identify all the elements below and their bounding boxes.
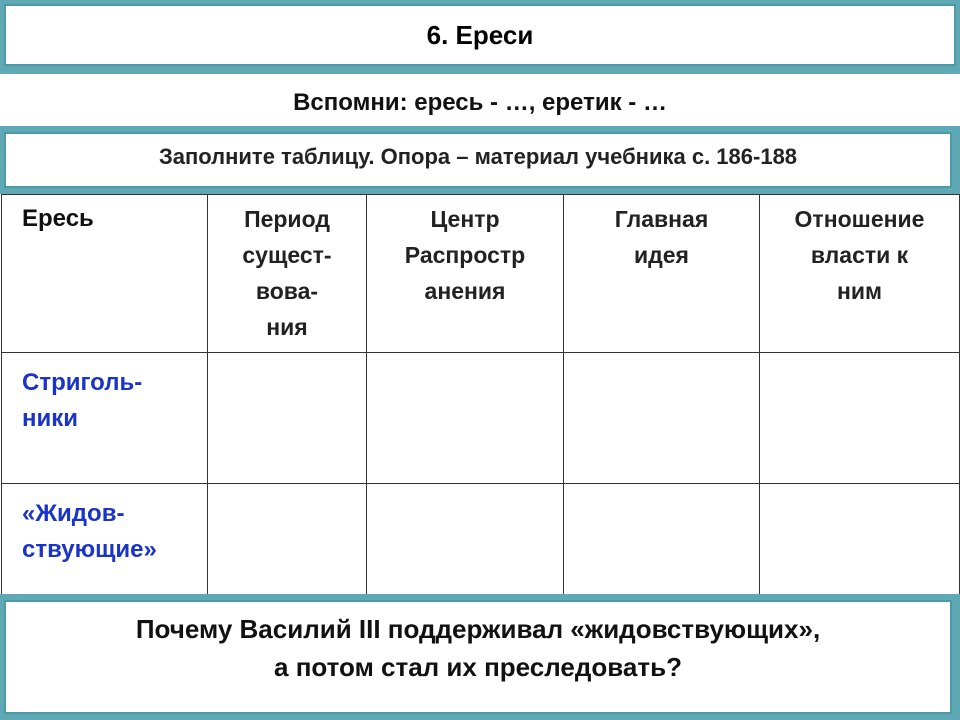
cell-center-empty[interactable] [367,353,564,484]
header-attitude-line: ним [836,278,883,304]
header-main-idea [564,195,760,353]
row-label-line: ствующие» [22,536,157,563]
header-period-line: ния [266,314,308,340]
header-attitude-line: власти к [810,242,909,268]
header-idea-line: идея [634,242,689,268]
cell-period-empty[interactable] [208,353,367,484]
header-period-line: сущест- [242,242,332,268]
header-period-line: вова- [255,278,319,304]
row-label-strigolniki [2,353,208,484]
discussion-question [4,600,952,714]
header-center [367,195,564,353]
table-row [2,353,960,484]
header-center-line: анения [424,278,506,304]
question-line-2: а потом стал их преследовать? [274,652,682,682]
heresy-table-wrapper [0,194,960,594]
cell-attitude-empty[interactable] [760,484,960,595]
row-label-line: Стриголь- [22,369,143,396]
header-center-line: Распростр [404,242,526,268]
row-label-zhidovstvuyushchie [2,484,208,595]
cell-idea-empty[interactable] [564,484,760,595]
slide-title: 6. Ереси [4,4,956,66]
header-center-line: Центр [430,206,500,232]
table-row [2,484,960,595]
task-instruction: Заполните таблицу. Опора – материал учебника с. 186-188 [4,132,952,188]
heresy-table [1,194,960,595]
header-period-line: Период [244,206,330,232]
row-label-line: ники [22,405,79,432]
cell-center-empty[interactable] [367,484,564,595]
cell-attitude-empty[interactable] [760,353,960,484]
header-attitude-line: Отношение [794,206,925,232]
cell-period-empty[interactable] [208,484,367,595]
question-line-1: Почему Василий III поддерживал «жидовствующих», [135,614,821,644]
row-label-line: «Жидов- [22,500,125,527]
header-period [208,195,367,353]
header-idea-line: Главная [614,206,709,232]
header-authority-attitude [760,195,960,353]
cell-idea-empty[interactable] [564,353,760,484]
recall-prompt: Вспомни: ересь - …, еретик - … [293,89,667,116]
table-header-row [2,195,960,353]
header-heresy: Ересь [2,195,208,353]
